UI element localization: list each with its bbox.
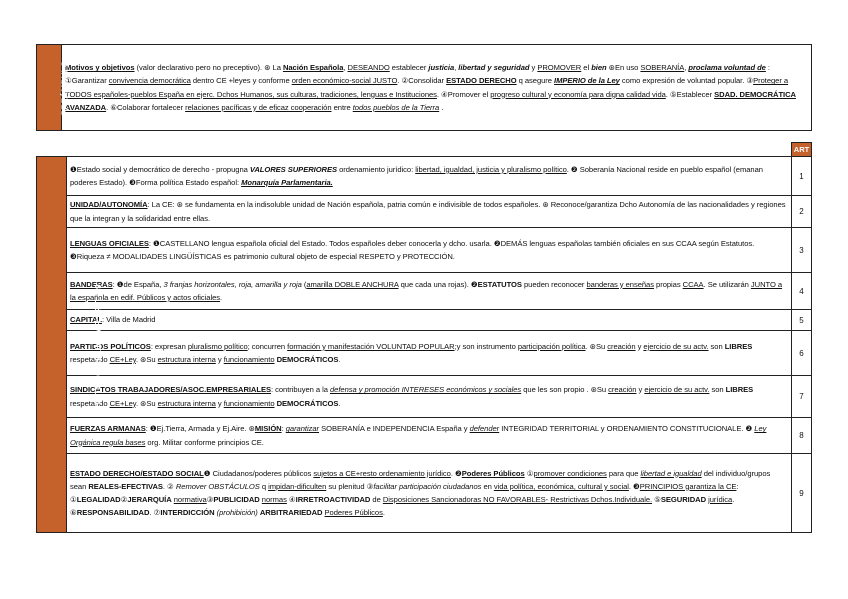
article-number: 1: [792, 157, 812, 196]
article-text: ❶Estado social y democrático de derecho - propugna VALORES SUPERIORES ordenamiento jurídico: libertad, igualdad, justicia y pluralismo político. ❷ Soberanía Nacional reside en pueblo español (emanan poderes Estado). ❸Forma política Estado español: Monarquía Parlamentaria.: [67, 157, 792, 196]
preambulo-side-label: [37, 45, 70, 131]
titulo-side-label: [37, 157, 103, 533]
article-row: [37, 228, 812, 273]
titulo-label-text: TÍTULO PRELIMINAR ART. 1-9: [92, 283, 103, 406]
article-text: PARTIDOS POLÍTICOS: expresan pluralismo político; concurren formación y manifestación VOLUNTAD POPULAR;y son instrumento participación política. ⊛Su creación y ejercicio de su actv. son LIBRES respetando CE+Ley. ⊛Su estructura interna y funcionamiento DEMOCRÁTICOS.: [67, 331, 792, 376]
article-text: SINDICATOS TRABAJADORES/ASOC.EMPRESARIALES: contribuyen a la defensa y promoción INTERESES económicos y sociales que les son propio . ⊛Su creación y ejercicio de su actv. son LIBRES respetando CE+Ley. ⊛Su estructura interna y funcionamiento DEMOCRÁTICOS.: [67, 376, 792, 418]
article-number: 9: [792, 454, 812, 533]
article-row: [37, 331, 812, 376]
article-text: CAPITAL: Villa de Madrid: [67, 310, 792, 331]
article-row: [37, 157, 812, 196]
article-number: 3: [792, 228, 812, 273]
preambulo-table: [36, 44, 812, 131]
article-row: [37, 418, 812, 454]
article-row: [37, 376, 812, 418]
article-number: 6: [792, 331, 812, 376]
article-number: 5: [792, 310, 812, 331]
preambulo-label-text: PREÁMBULO: [59, 60, 70, 115]
article-row: [37, 196, 812, 228]
article-text: UNIDAD/AUTONOMÍA: La CE: ⊛ se fundamenta en la indisoluble unidad de Nación española, patria común e indivisible de todos españoles. ⊛ Reconoce/garantiza Dcho Autonomía de las nacionalidades y regiones que la integran y la solidaridad entre ellas.: [67, 196, 792, 228]
article-text: LENGUAS OFICIALES: ❶CASTELLANO lengua española oficial del Estado. Todos españoles deber conocerla y dcho. usarla. ❷DEMÁS lenguas españolas también oficiales en sus CCAA según Estatutos. ❸Riqueza ≠ MODALIDADES LINGÜÍSTICAS es patrimonio cultural objeto de especial RESPETO y PROTECCIÓN.: [67, 228, 792, 273]
article-text: ESTADO DERECHO/ESTADO SOCIAL❶ Ciudadanos/poderes públicos sujetos a CE+resto ordenamiento jurídico. ❷Poderes Públicos ①promover condiciones para que libertad e igualdad del individuo/grupos sean REALES-EFECTIVAS. ② Remover OBSTÁCULOS q impidan-dificulten su plenitud ③facilitar participación ciudadanos en vida política, económica, cultural y social. ❸PRINCIPIOS garantiza la CE: ①LEGALIDAD②JERARQUÍA normativa③PUBLICIDAD normas ④IRRETROACTIVIDAD de Disposiciones Sancionadoras NO FAVORABLES- Restrictivas Dchos.Individuale. ⑤SEGURIDAD jurídica. ⑥RESPONSABILIDAD. ⑦INTERDICCIÓN (prohibición) ARBITRARIEDAD Poderes Públicos.: [67, 454, 792, 533]
preambulo-text: Motivos y objetivos (valor declarativo pero no preceptivo). ⊛ La Nación Española, DESEANDO establecer justicia, libertad y seguridad y PROMOVER el bien ⊛En uso SOBERANÍA, proclama voluntad de : ①Garantizar convivencia democrática dentro CE +leyes y conforme orden económico-social JUSTO. ②Consolidar ESTADO DERECHO q asegure IMPERIO de la Ley como expresión de voluntad popular. ③Proteger a TODOS españoles-pueblos España en ejerc. Dchos Humanos, sus culturas, tradiciones, lenguas e Instituciones. ④Promover el progreso cultural y economía para digna calidad vida. ⑤Establecer SDAD. DEMOCRÁTICA AVANZADA. ⑥Colaborar fortalecer relaciones pacíficas y de eficaz cooperación entre todos pueblos de la Tierra .: [62, 45, 812, 131]
article-text: FUERZAS ARMANAS: ❶Ej.Tierra, Armada y Ej.Aire. ⊛MISIÓN: garantizar SOBERANÍA e INDEPENDENCIA España y defender INTEGRIDAD TERRITORIAL y ORDENAMIENTO CONSTITUCIONALE. ❷ Ley Orgánica regula bases org. Militar conforme principios CE.: [67, 418, 792, 454]
article-number: 4: [792, 273, 812, 310]
art-column-header: ART: [792, 143, 812, 157]
article-number: 8: [792, 418, 812, 454]
article-row: [37, 273, 812, 310]
article-number: 2: [792, 196, 812, 228]
article-row: [37, 310, 812, 331]
article-row: [37, 454, 812, 533]
article-text: BANDERAS: ❶de España, 3 franjas horizontales, roja, amarilla y roja (amarilla DOBLE ANCHURA que cada una rojas). ❷ESTATUTOS pueden reconocer banderas y enseñas propias CCAA. Se utilizarán JUNTO a la española en edif. Públicos y actos oficiales.: [67, 273, 792, 310]
article-number: 7: [792, 376, 812, 418]
titulo-preliminar-table: [36, 142, 812, 533]
